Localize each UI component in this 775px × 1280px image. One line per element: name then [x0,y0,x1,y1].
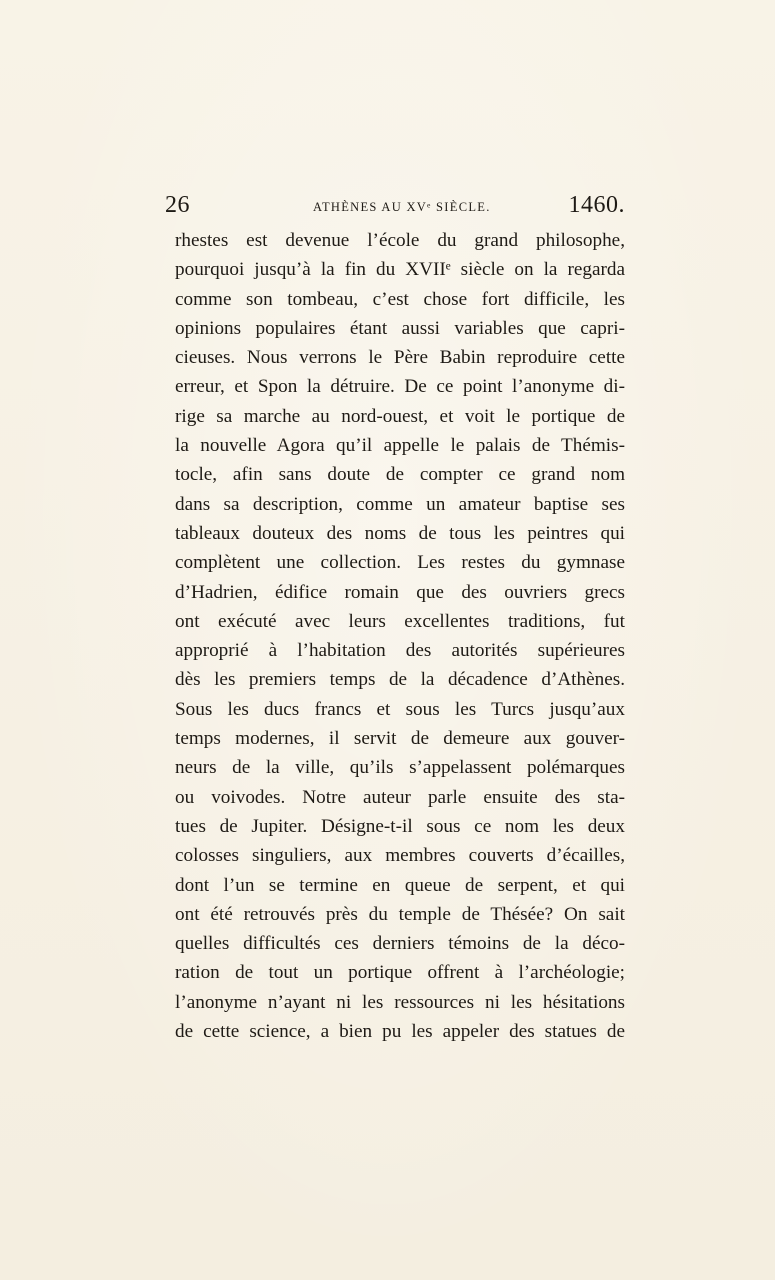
text-line: temps modernes, il servit de demeure aux gouver- [175,728,625,750]
text-line: ont été retrouvés près du temple de Thésée? On sait [175,903,625,925]
text-line: l’anonyme n’ayant ni les ressources ni les hésitations [175,991,625,1013]
text-line: complètent une collection. Les restes du gymnase [175,552,625,574]
text-line: approprié à l’habitation des autorités supérieures [175,640,625,662]
page-header [165,190,625,220]
text-line: opinions populaires étant aussi variables que capri- [175,317,625,339]
text-line: pourquoi jusqu’à la fin du XVIIᵉ siècle on la regarda [175,259,625,281]
text-line: quelles difficultés ces derniers témoins de la déco- [175,933,625,955]
text-line: ou voivodes. Notre auteur parle ensuite des sta- [175,786,625,808]
page-number: 26 [165,192,190,218]
text-line: d’Hadrien, édifice romain que des ouvriers grecs [175,581,625,603]
text-line: Sous les ducs francs et sous les Turcs jusqu’aux [175,698,625,720]
text-line: neurs de la ville, qu’ils s’appelassent polémarques [175,757,625,779]
text-line: tocle, afin sans doute de compter ce grand nom [175,464,625,486]
body-text [175,226,625,1046]
text-line: tues de Jupiter. Désigne-t-il sous ce nom les deux [175,815,625,837]
text-line: dès les premiers temps de la décadence d’Athènes. [175,669,625,691]
text-line: ration de tout un portique offrent à l’archéologie; [175,962,625,984]
text-line: de cette science, a bien pu les appeler des statues de [175,1021,625,1043]
text-line: dont l’un se termine en queue de serpent, et qui [175,874,625,896]
text-line: ont exécuté avec leurs excellentes traditions, fut [175,610,625,632]
text-line: rige sa marche au nord-ouest, et voit le portique de [175,405,625,427]
text-line: tableaux douteux des noms de tous les peintres qui [175,522,625,544]
running-title: ATHÈNES AU XVᵉ SIÈCLE. [313,200,491,214]
text-line: comme son tombeau, c’est chose fort difficile, les [175,288,625,310]
header-year: 1460. [568,192,625,218]
text-line: colosses singuliers, aux membres couverts d’écailles, [175,845,625,867]
text-line: dans sa description, comme un amateur baptise ses [175,493,625,515]
text-line: rhestes est devenue l’école du grand philosophe, [175,230,625,251]
text-line: la nouvelle Agora qu’il appelle le palais de Thémis- [175,435,625,457]
text-line: erreur, et Spon la détruire. De ce point l’anonyme di- [175,376,625,398]
text-line: cieuses. Nous verrons le Père Babin reproduire cette [175,347,625,369]
